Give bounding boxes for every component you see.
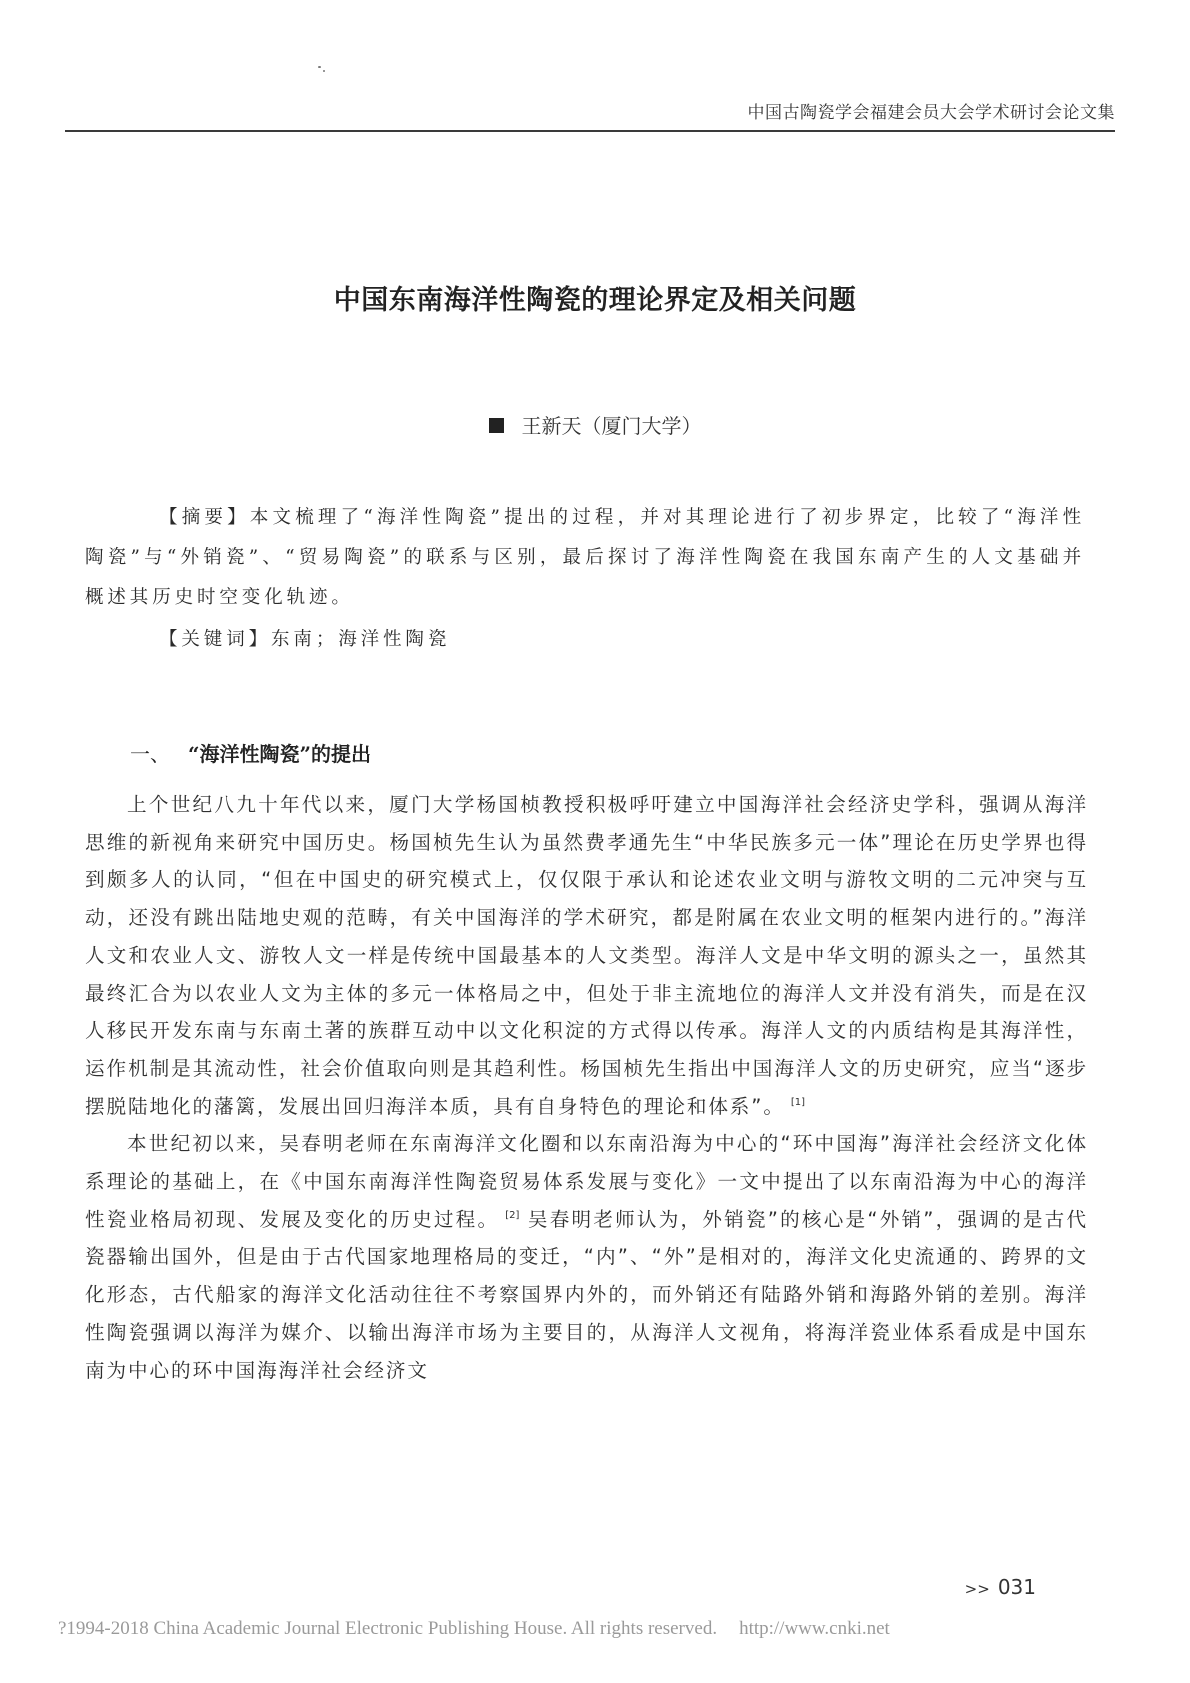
- page-number-value: 031: [997, 1575, 1036, 1599]
- scan-speck: [318, 66, 321, 68]
- abstract-label: 【摘要】: [159, 507, 250, 528]
- section-title: “海洋性陶瓷”的提出: [188, 742, 372, 766]
- section-heading: [130, 738, 371, 767]
- citation-ref[interactable]: [2]: [505, 1210, 520, 1222]
- author-name: 王新天（厦门大学）: [521, 414, 702, 438]
- paragraph-text: 上个世纪八九十年代以来，厦门大学杨国桢教授积极呼吁建立中国海洋社会经济史学科，强调从海洋思维的新视角来研究中国历史。杨国桢先生认为虽然费孝通先生“中华民族多元一体”理论在历史学界也得到颇多人的认同，“但在中国史的研究模式上，仅仅限于承认和论述农业文明与游牧文明的二元冲突与互动，还没有跳出陆地史观的范畴，有关中国海洋的学术研究，都是附属在农业文明的框架内进行的。”海洋人文和农业人文、游牧人文一样是传统中国最基本的人文类型。海洋人文是中华文明的源头之一，虽然其最终汇合为以农业人文为主体的多元一体格局之中，但处于非主流地位的海洋人文并没有消失，而是在汉人移民开发东南与东南土著的族群互动中以文化积淀的方式得以传承。海洋人文的内质结构是其海洋性，运作机制是其流动性，社会价值取向则是其趋利性。杨国桢先生指出中国海洋人文的历史研究，应当“逐步摆脱陆地化的藩篱，发展出回归海洋本质，具有自身特色的理论和体系”。: [85, 793, 1088, 1118]
- abstract: [85, 498, 1085, 618]
- copyright-text: ?1994-2018 China Academic Journal Electronic Publishing House. All rights reserved.: [58, 1618, 718, 1639]
- paragraph-text-continued: 吴春明老师认为，外销瓷”的核心是“外销”，强调的是古代瓷器输出国外，但是由于古代国家地理格局的变迁，“内”、“外”是相对的，海洋文化史流通的、跨界的文化形态，古代船家的海洋文化活动往往不考察国界内外的，而外销还有陆路外销和海路外销的差别。海洋性陶瓷强调以海洋为媒介、以输出海洋市场为主要目的，从海洋人文视角，将海洋瓷业体系看成是中国东南为中心的环中国海海洋社会经济文: [85, 1207, 1088, 1382]
- keywords-label: 【关键词】: [159, 629, 272, 650]
- body-text: [85, 786, 1088, 1389]
- body-paragraph: [85, 786, 1088, 1125]
- black-square-icon: [489, 418, 504, 433]
- page-arrows-icon: >>: [964, 1580, 990, 1598]
- keywords-text: 东南；海洋性陶瓷: [271, 629, 451, 650]
- copyright-footer: [58, 1618, 890, 1640]
- author-line: [0, 410, 1190, 439]
- section-number: 一、: [130, 742, 170, 766]
- paper-title: 中国东南海洋性陶瓷的理论界定及相关问题: [333, 285, 857, 316]
- keywords: [159, 625, 450, 651]
- running-header: [65, 96, 1115, 132]
- page-number: [965, 1575, 1036, 1599]
- footer-url-link[interactable]: http://www.cnki.net: [739, 1618, 890, 1639]
- abstract-text: 本文梳理了“海洋性陶瓷”提出的过程，并对其理论进行了初步界定，比较了“海洋性陶瓷”与“外销瓷”、“贸易陶瓷”的联系与区别，最后探讨了海洋性陶瓷在我国东南产生的人文基础并概述其历史时空变化轨迹。: [85, 507, 1086, 608]
- body-paragraph: [85, 1125, 1088, 1389]
- citation-ref[interactable]: [1]: [790, 1097, 806, 1109]
- paragraph-text: 本世纪初以来，吴春明老师在东南海洋文化圈和以东南沿海为中心的“环中国海”海洋社会经济文化体系理论的基础上，在《中国东南海洋性陶瓷贸易体系发展与变化》一文中提出了以东南沿海为中心的海洋性瓷业格局初现、发展及变化的历史过程。: [85, 1132, 1088, 1231]
- running-header-text: 中国古陶瓷学会福建会员大会学术研讨会论文集: [747, 103, 1115, 123]
- abstract-paragraph: [85, 498, 1085, 618]
- scan-speck: [323, 70, 325, 72]
